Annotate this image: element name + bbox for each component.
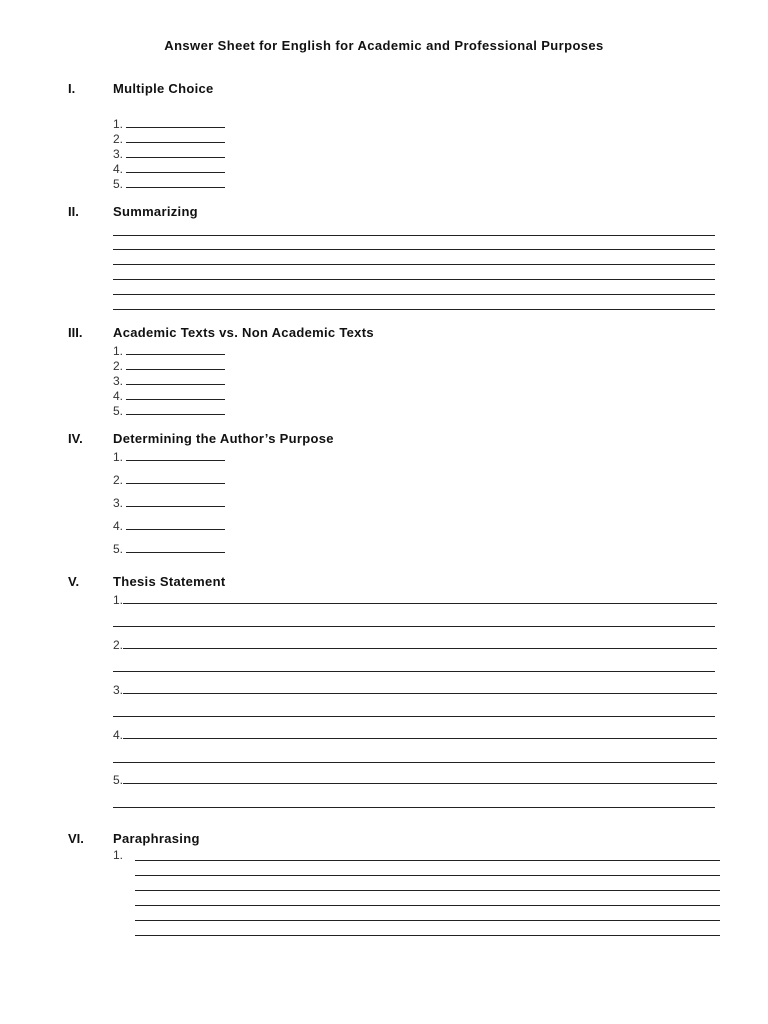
section-6-number: VI. xyxy=(68,831,84,846)
summary-line-4[interactable] xyxy=(113,279,715,280)
texts-answer-3[interactable]: 3. xyxy=(113,373,225,388)
purpose-answer-3[interactable]: 3. xyxy=(113,495,225,510)
texts-answer-4[interactable]: 4. xyxy=(113,388,225,403)
paraphrase-line-5[interactable] xyxy=(135,920,720,921)
summary-line-2[interactable] xyxy=(113,249,715,250)
thesis-answer-5[interactable]: 5. xyxy=(113,772,717,787)
summary-line-6[interactable] xyxy=(113,309,715,310)
texts-answer-5[interactable]: 5. xyxy=(113,403,225,418)
section-5-heading: Thesis Statement xyxy=(113,574,226,589)
summary-line-1[interactable] xyxy=(113,235,715,236)
page-title: Answer Sheet for English for Academic and Professional Purposes xyxy=(164,38,604,53)
section-4-heading: Determining the Author’s Purpose xyxy=(113,431,334,446)
summary-line-5[interactable] xyxy=(113,294,715,295)
paraphrase-line-4[interactable] xyxy=(135,905,720,906)
mc-answer-4[interactable]: 4. xyxy=(113,161,225,176)
purpose-answer-2[interactable]: 2. xyxy=(113,472,225,487)
thesis-answer-3[interactable]: 3. xyxy=(113,682,717,697)
paraphrase-line-3[interactable] xyxy=(135,890,720,891)
paraphrase-line-6[interactable] xyxy=(135,935,720,936)
mc-answer-1[interactable]: 1. xyxy=(113,116,225,131)
thesis-answer-2[interactable]: 2. xyxy=(113,637,717,652)
paraphrase-number: 1. xyxy=(113,848,124,862)
mc-answer-3[interactable]: 3. xyxy=(113,146,225,161)
section-6-heading: Paraphrasing xyxy=(113,831,200,846)
purpose-answer-4[interactable]: 4. xyxy=(113,518,225,533)
section-3-heading: Academic Texts vs. Non Academic Texts xyxy=(113,325,374,340)
thesis-line-1b[interactable] xyxy=(113,626,715,627)
mc-answer-5[interactable]: 5. xyxy=(113,176,225,191)
section-3-number: III. xyxy=(68,325,83,340)
summary-line-3[interactable] xyxy=(113,264,715,265)
thesis-line-5b[interactable] xyxy=(113,807,715,808)
paraphrase-line-2[interactable] xyxy=(135,875,720,876)
section-2-number: II. xyxy=(68,204,79,219)
purpose-answer-5[interactable]: 5. xyxy=(113,541,225,556)
thesis-line-3b[interactable] xyxy=(113,716,715,717)
thesis-line-4b[interactable] xyxy=(113,762,715,763)
thesis-line-2b[interactable] xyxy=(113,671,715,672)
section-2-heading: Summarizing xyxy=(113,204,198,219)
section-1-number: I. xyxy=(68,81,76,96)
mc-answer-2[interactable]: 2. xyxy=(113,131,225,146)
section-5-number: V. xyxy=(68,574,80,589)
section-1-heading: Multiple Choice xyxy=(113,81,214,96)
section-4-number: IV. xyxy=(68,431,83,446)
paraphrase-line-1[interactable] xyxy=(135,860,720,861)
thesis-answer-4[interactable]: 4. xyxy=(113,727,717,742)
thesis-answer-1[interactable]: 1. xyxy=(113,592,717,607)
texts-answer-1[interactable]: 1. xyxy=(113,343,225,358)
purpose-answer-1[interactable]: 1. xyxy=(113,449,225,464)
texts-answer-2[interactable]: 2. xyxy=(113,358,225,373)
